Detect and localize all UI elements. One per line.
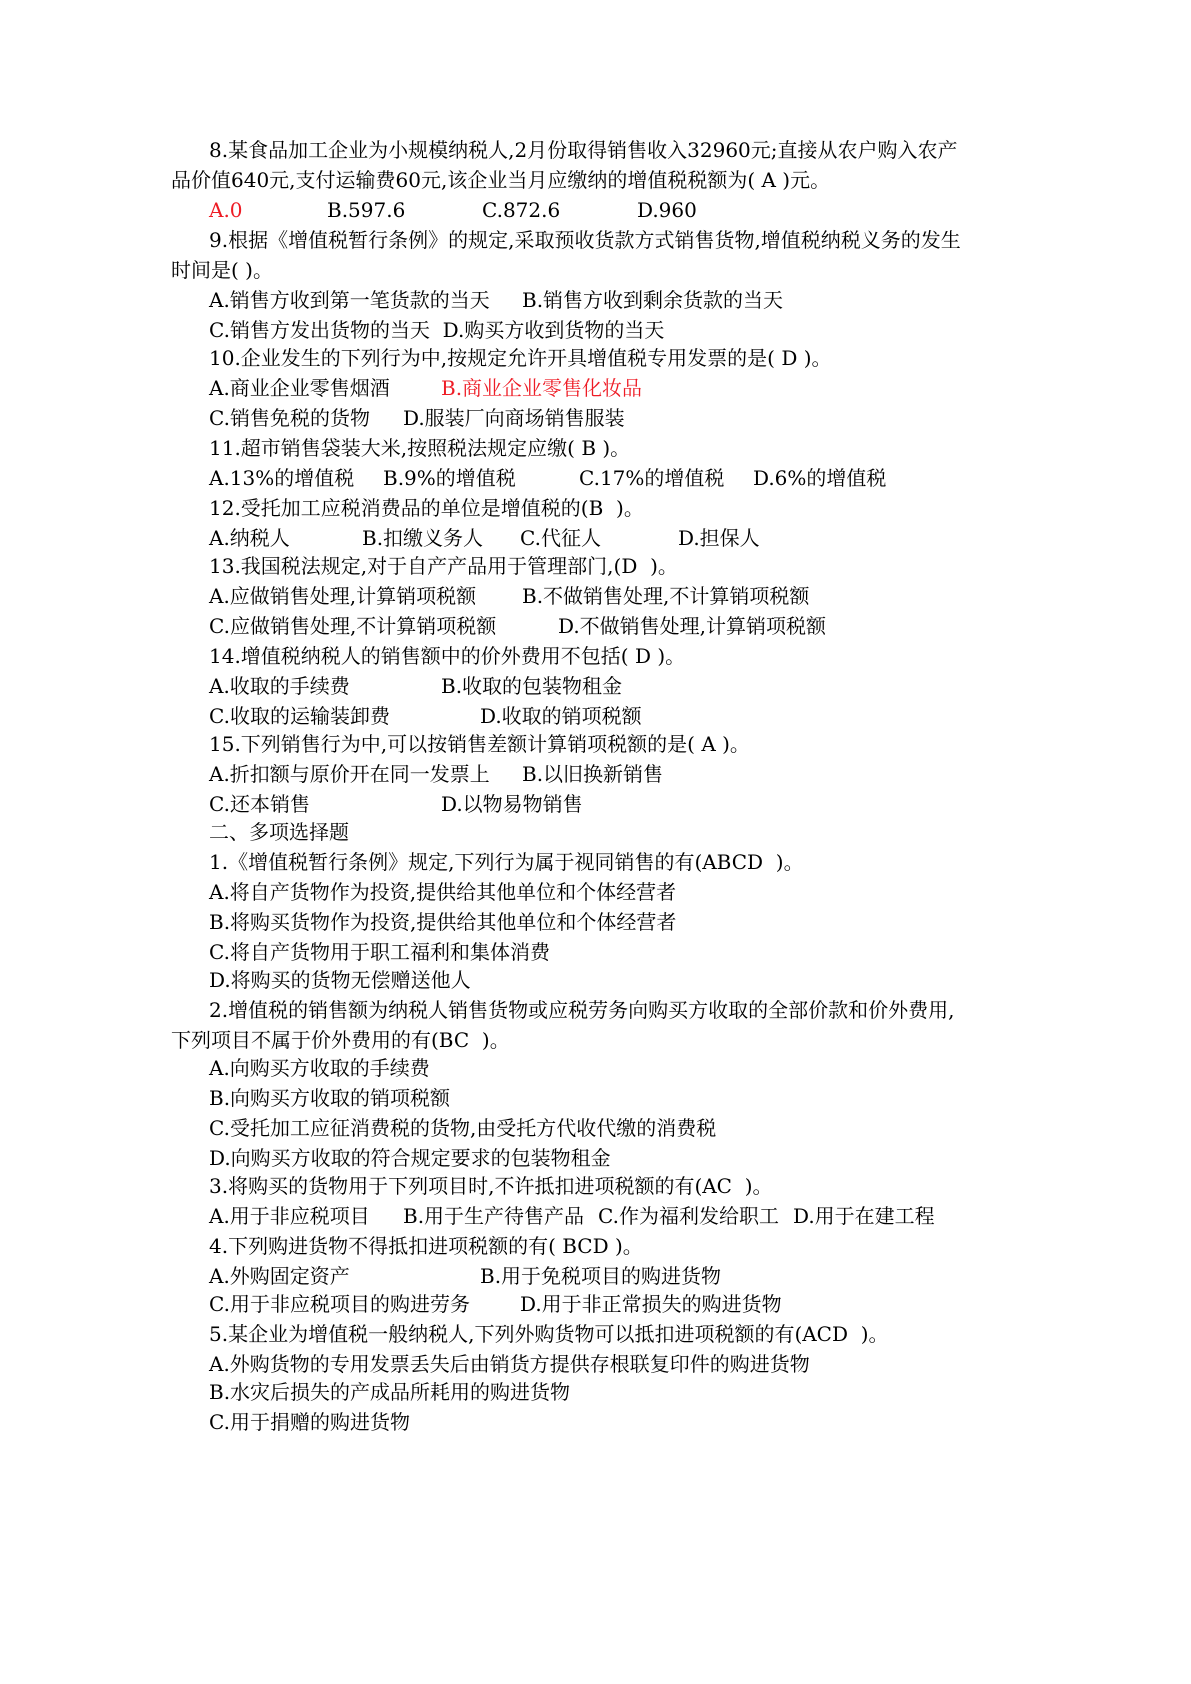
text-line: 二、多项选择题 (209, 820, 349, 844)
text-line: B.收取的包装物租金 (441, 674, 623, 698)
text-line: D.用于在建工程 (793, 1204, 935, 1228)
text-line: B.不做销售处理,不计算销项税额 (522, 584, 810, 608)
text-line: D.以物易物销售 (441, 792, 583, 816)
text-line: A.纳税人 (209, 526, 290, 550)
text-line: 5.某企业为增值税一般纳税人,下列外购货物可以抵扣进项税额的有(ACD )。 (209, 1322, 889, 1346)
answer-option-highlighted: B.商业企业零售化妆品 (441, 376, 643, 400)
text-line: B.向购买方收取的销项税额 (209, 1086, 451, 1110)
text-line: D.收取的销项税额 (480, 704, 642, 728)
text-line: A.外购固定资产 (209, 1264, 350, 1288)
text-line: A.应做销售处理,计算销项税额 (209, 584, 477, 608)
text-line: C.17%的增值税 (579, 466, 725, 490)
text-line: B.以旧换新销售 (522, 762, 664, 786)
text-line: 时间是( )。 (171, 258, 273, 282)
text-line: D.向购买方收取的符合规定要求的包装物租金 (209, 1146, 611, 1170)
text-line: A.收取的手续费 (209, 674, 350, 698)
text-line: B.销售方收到剩余货款的当天 (522, 288, 784, 312)
text-line: B.将购买货物作为投资,提供给其他单位和个体经营者 (209, 910, 677, 934)
text-line: A.13%的增值税 (209, 466, 355, 490)
text-line: 11.超市销售袋装大米,按照税法规定应缴( B )。 (209, 436, 631, 460)
text-line: B.扣缴义务人 (362, 526, 484, 550)
text-line: B.用于生产待售产品 (403, 1204, 585, 1228)
text-line: C.将自产货物用于职工福利和集体消费 (209, 940, 550, 964)
text-line: C.还本销售 (209, 792, 310, 816)
text-line: 4.下列购进货物不得抵扣进项税额的有( BCD )。 (209, 1234, 643, 1258)
text-line: C.收取的运输装卸费 (209, 704, 390, 728)
text-line: 2.增值税的销售额为纳税人销售货物或应税劳务向购买方收取的全部价款和价外费用, (209, 998, 955, 1022)
text-line: B.9%的增值税 (383, 466, 516, 490)
text-line: 下列项目不属于价外费用的有(BC )。 (171, 1028, 510, 1052)
text-line: D.用于非正常损失的购进货物 (520, 1292, 782, 1316)
text-line: A.将自产货物作为投资,提供给其他单位和个体经营者 (209, 880, 677, 904)
text-line: C.销售方发出货物的当天 D.购买方收到货物的当天 (209, 318, 665, 342)
text-line: C.用于非应税项目的购进劳务 (209, 1292, 470, 1316)
text-line: C.受托加工应征消费税的货物,由受托方代收代缴的消费税 (209, 1116, 717, 1140)
text-line: 8.某食品加工企业为小规模纳税人,2月份取得销售收入32960元;直接从农户购入农产 (209, 138, 958, 162)
text-line: D.960 (637, 198, 697, 222)
text-line: C.用于捐赠的购进货物 (209, 1410, 410, 1434)
answer-option-highlighted: A.0 (209, 198, 243, 222)
text-line: D.担保人 (678, 526, 760, 550)
text-line: C.872.6 (482, 198, 561, 222)
text-line: B.597.6 (327, 198, 406, 222)
text-line: D.6%的增值税 (753, 466, 887, 490)
text-line: D.将购买的货物无偿赠送他人 (209, 968, 471, 992)
text-line: B.水灾后损失的产成品所耗用的购进货物 (209, 1380, 571, 1404)
text-line: A.商业企业零售烟酒 (209, 376, 390, 400)
text-line: 13.我国税法规定,对于自产产品用于管理部门,(D )。 (209, 554, 678, 578)
text-line: A.销售方收到第一笔货款的当天 (209, 288, 490, 312)
text-line: B.用于免税项目的购进货物 (480, 1264, 722, 1288)
text-line: C.应做销售处理,不计算销项税额 (209, 614, 497, 638)
text-line: 1.《增值税暂行条例》规定,下列行为属于视同销售的有(ABCD )。 (209, 850, 804, 874)
text-line: A.用于非应税项目 (209, 1204, 370, 1228)
text-line: 14.增值税纳税人的销售额中的价外费用不包括( D )。 (209, 644, 686, 668)
text-line: A.外购货物的专用发票丢失后由销货方提供存根联复印件的购进货物 (209, 1352, 810, 1376)
text-line: 9.根据《增值税暂行条例》的规定,采取预收货款方式销售货物,增值税纳税义务的发生 (209, 228, 961, 252)
text-line: D.不做销售处理,计算销项税额 (558, 614, 827, 638)
text-line: A.折扣额与原价开在同一发票上 (209, 762, 490, 786)
text-line: A.向购买方收取的手续费 (209, 1056, 430, 1080)
text-line: 品价值640元,支付运输费60元,该企业当月应缴纳的增值税税额为( A )元。 (171, 168, 831, 192)
text-line: 12.受托加工应税消费品的单位是增值税的(B )。 (209, 496, 644, 520)
text-line: 10.企业发生的下列行为中,按规定允许开具增值税专用发票的是( D )。 (209, 346, 832, 370)
text-line: C.销售免税的货物 (209, 406, 370, 430)
text-line: 15.下列销售行为中,可以按销售差额计算销项税额的是( A )。 (209, 732, 750, 756)
text-line: C.作为福利发给职工 (598, 1204, 779, 1228)
text-line: 3.将购买的货物用于下列项目时,不许抵扣进项税额的有(AC )。 (209, 1174, 773, 1198)
text-line: C.代征人 (520, 526, 601, 550)
text-line: D.服装厂向商场销售服装 (403, 406, 625, 430)
